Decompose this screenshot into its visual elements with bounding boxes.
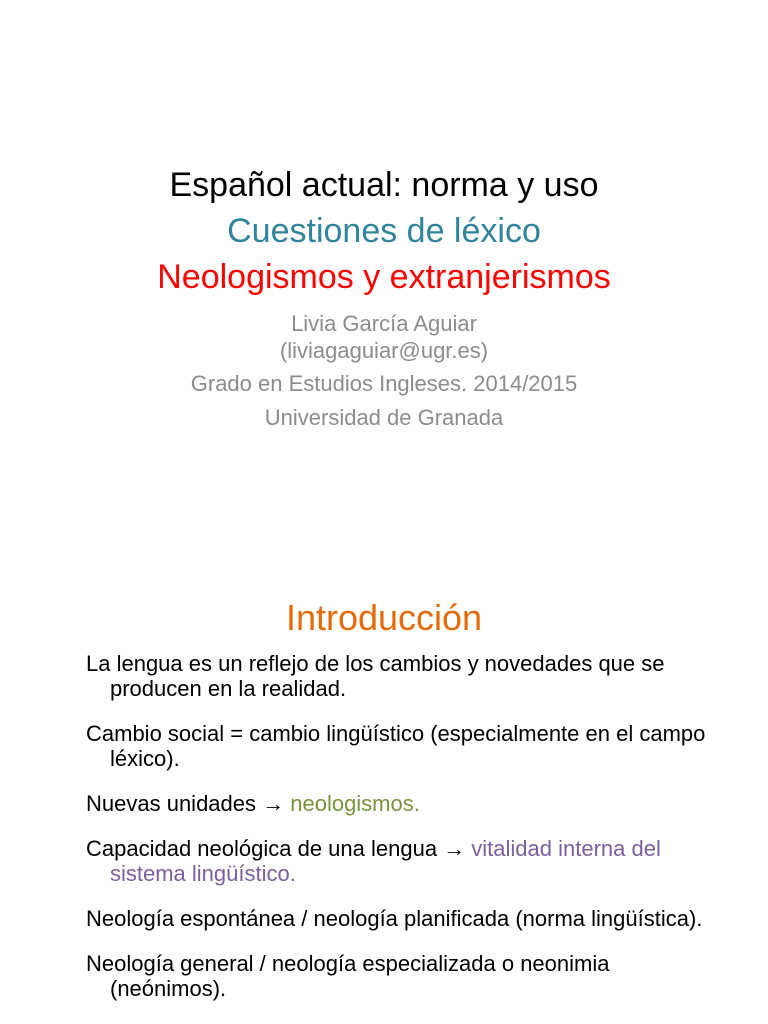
bullet-text: Cambio social = cambio lingüístico (especialmente en el campo léxico). xyxy=(86,721,706,771)
presentation-title: Español actual: norma y uso xyxy=(169,166,599,204)
university-line: Universidad de Granada xyxy=(264,405,504,430)
presentation-subtitle: Cuestiones de léxico xyxy=(227,212,541,250)
bullet-text: La lengua es un reflejo de los cambios y novedades que se producen en la realidad. xyxy=(86,651,665,701)
intro-slide xyxy=(0,540,768,1024)
bullet-text: Neología general / neología especializada o neonimia (neónimos). xyxy=(86,951,610,1001)
author-email: (liviagaguiar@ugr.es) xyxy=(279,338,489,363)
bullet-item xyxy=(86,791,726,816)
degree-line: Grado en Estudios Ingleses. 2014/2015 xyxy=(190,371,578,396)
presentation-topic: Neologismos y extranjerismos xyxy=(157,258,611,296)
bullet-item xyxy=(86,836,726,886)
bullet-item xyxy=(86,651,726,701)
author-name: Livia García Aguiar xyxy=(291,311,477,336)
bullet-text: Nuevas unidades → xyxy=(86,791,291,816)
section-heading: Introducción xyxy=(285,597,483,638)
bullet-text: Capacidad neológica de una lengua → xyxy=(86,836,472,861)
bullet-highlight: vitalidad interna del sistema lingüístico. xyxy=(110,836,661,886)
bullet-item xyxy=(86,721,726,771)
bullet-item xyxy=(86,951,726,1001)
bullet-text: Neología espontánea / neología planificada (norma lingüística). xyxy=(86,906,703,931)
bullet-list xyxy=(86,651,726,1021)
bullet-item xyxy=(86,906,726,931)
bullet-highlight: neologismos. xyxy=(290,791,420,816)
